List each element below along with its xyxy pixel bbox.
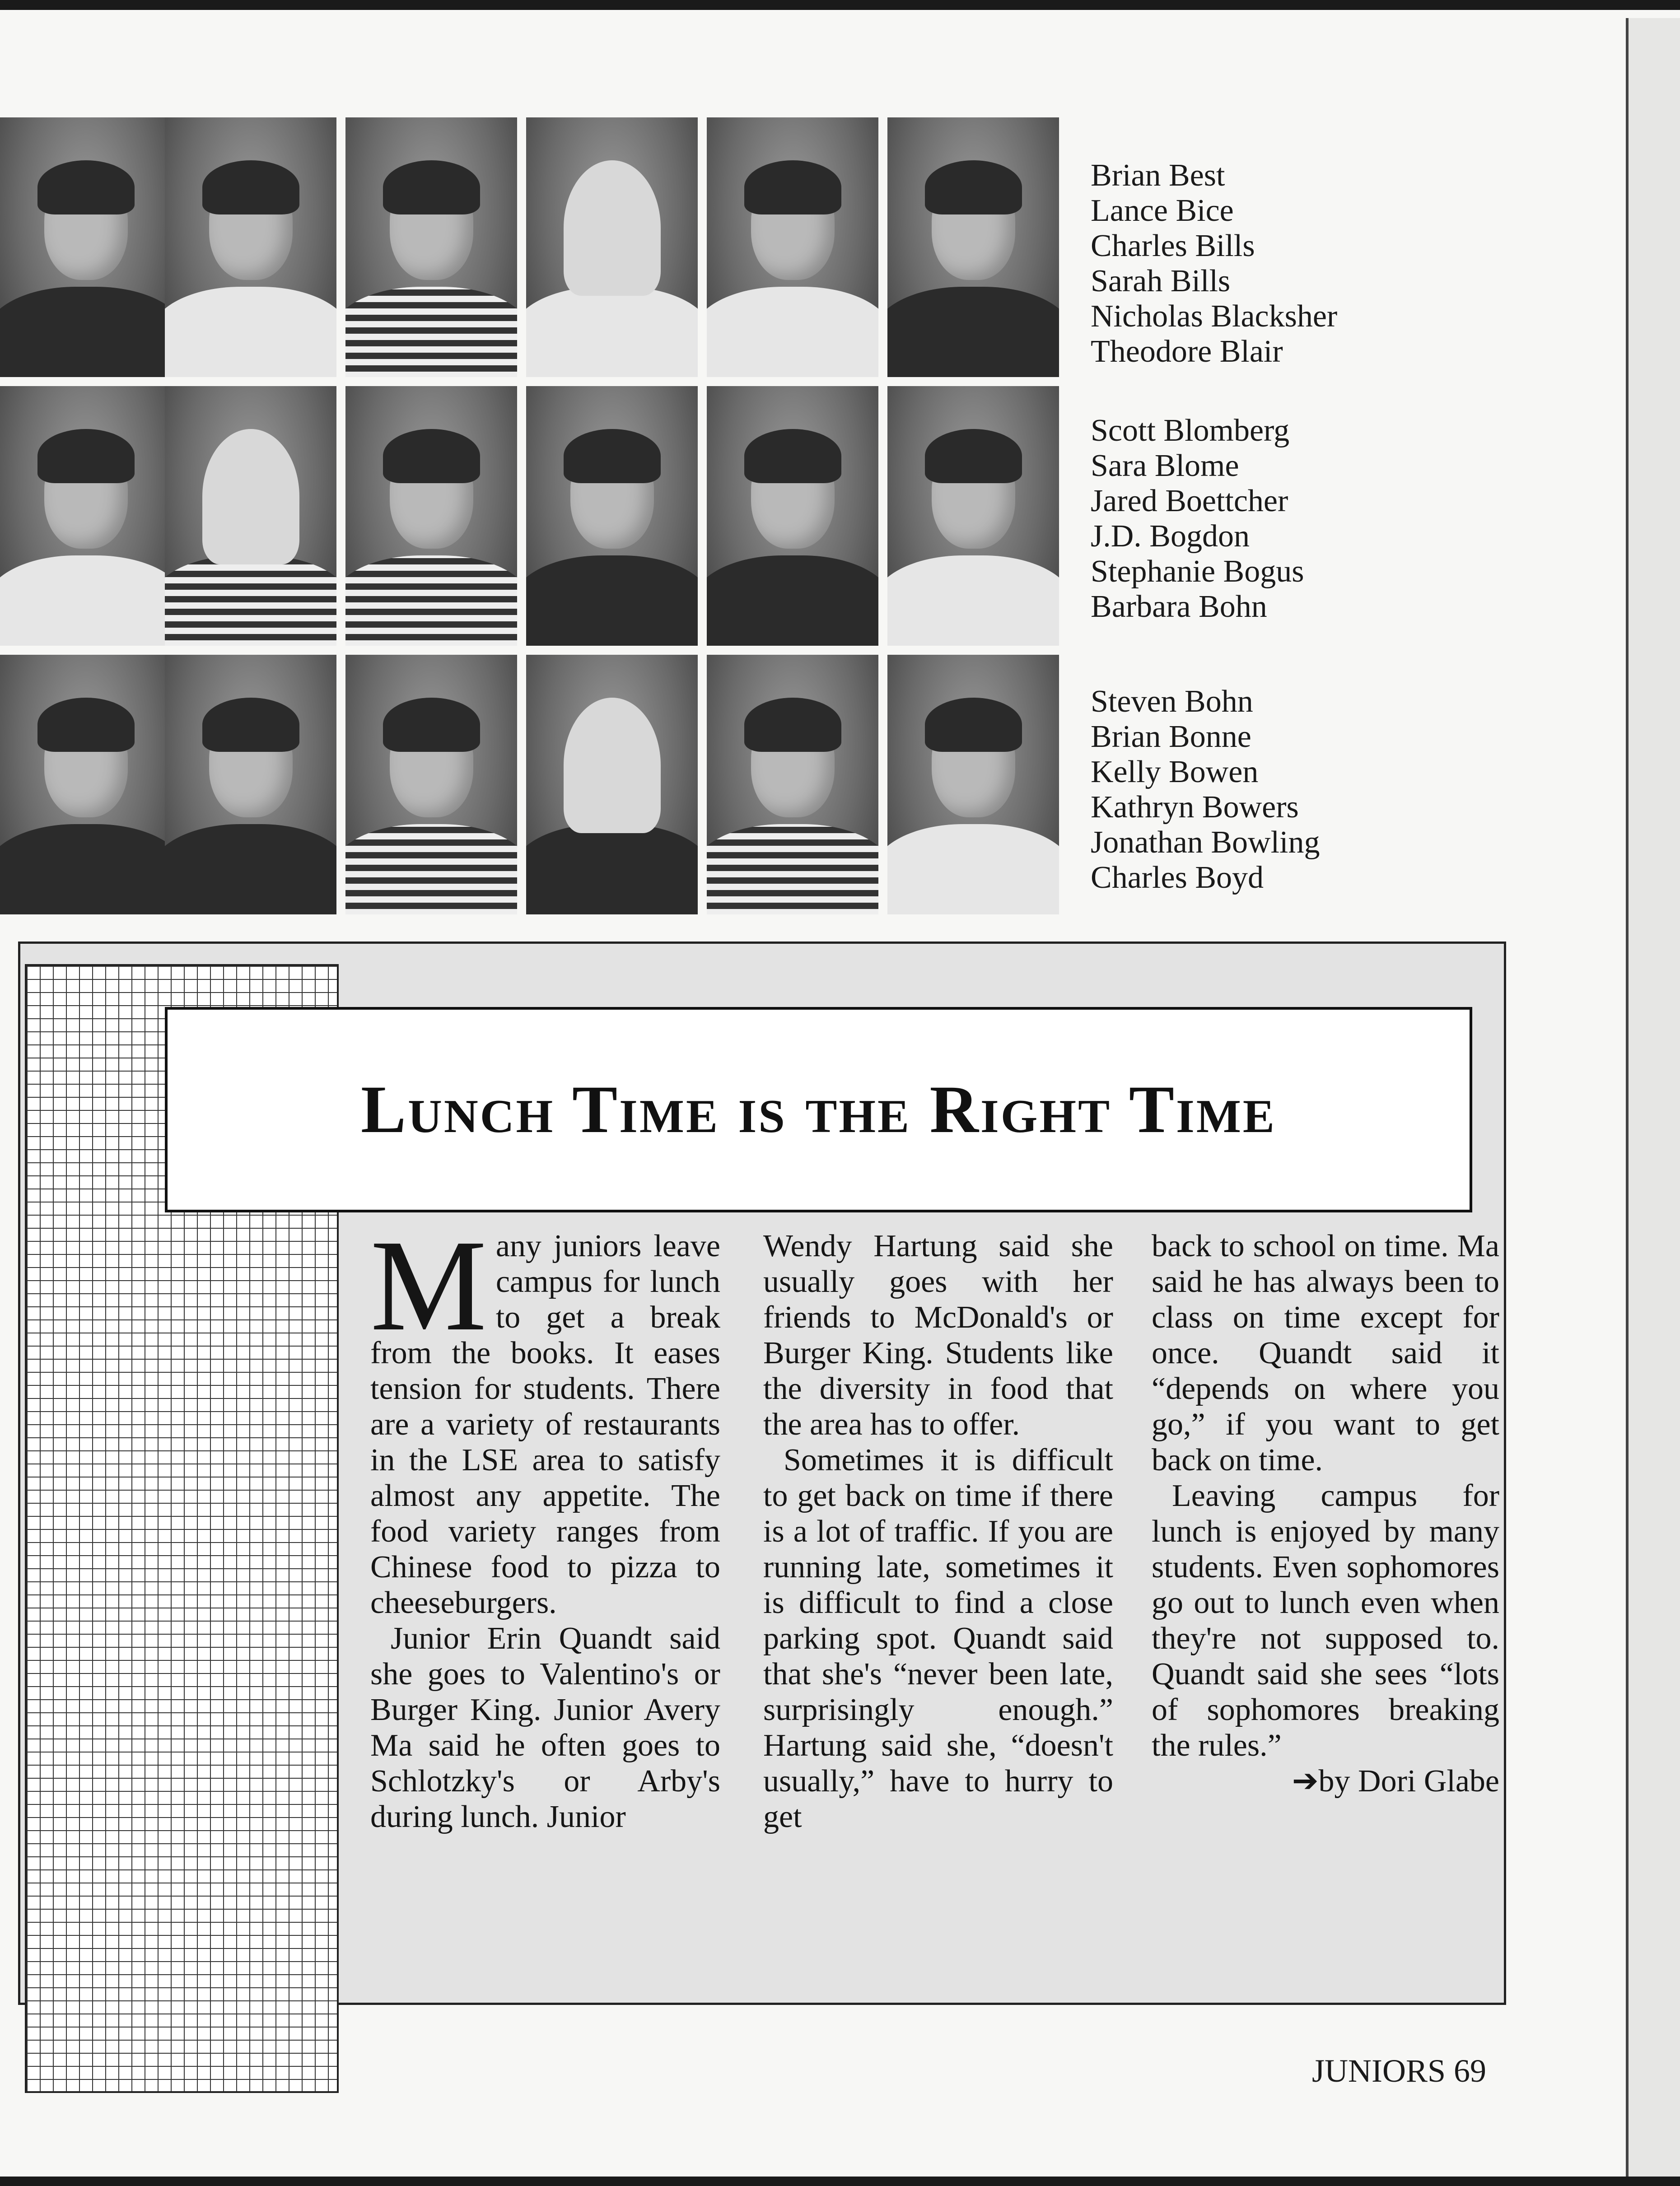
name-list-row-2 — [1091, 413, 1304, 625]
student-name: Barbara Bohn — [1091, 589, 1267, 624]
student-name: Brian Best — [1091, 158, 1225, 193]
page-edge-right — [1626, 18, 1680, 2186]
student-name: Steven Bohn — [1091, 684, 1253, 719]
portrait-grid — [0, 117, 1066, 919]
student-name: Jared Boettcher — [1091, 484, 1288, 518]
portrait-photo — [526, 117, 698, 377]
student-name: Stephanie Bogus — [1091, 554, 1304, 589]
article-paragraph: any juniors leave campus for lunch to get a break from the books. It eases tension for students. There are a variety of restaurants in the LSE area to satisfy almost any appetite. The food variety ranges from Chinese food to pizza to cheeseburgers. — [370, 1229, 720, 1620]
name-list-row-3 — [1091, 684, 1320, 895]
portrait-photo — [887, 386, 1059, 646]
portrait-photo — [0, 386, 172, 646]
portrait-photo — [0, 655, 172, 914]
student-name: Brian Bonne — [1091, 719, 1251, 754]
page-folio: JUNIORS 69 — [1312, 2053, 1487, 2089]
title-box — [165, 1007, 1472, 1212]
student-name: Charles Bills — [1091, 228, 1255, 263]
page-edge-top — [0, 0, 1680, 10]
portrait-photo — [526, 386, 698, 646]
portrait-photo — [345, 386, 517, 646]
student-name: Sara Blome — [1091, 448, 1239, 483]
article-paragraph: Sometimes it is difficult to get back on time if there is a lot of traffic. If you are running late, sometimes it is difficult to find a close parking spot. Quandt said that she's “never been late, surprisingly enough.” Hartung said she, “doesn't usually,” have to hurry to get — [763, 1443, 1113, 1834]
student-name: Theodore Blair — [1091, 334, 1283, 369]
student-name: Charles Boyd — [1091, 860, 1264, 895]
portrait-photo — [165, 117, 336, 377]
page-edge-bottom — [0, 2177, 1680, 2186]
portrait-photo — [707, 117, 878, 377]
portrait-photo — [0, 117, 172, 377]
student-name: Jonathan Bowling — [1091, 825, 1320, 860]
portrait-photo — [887, 117, 1059, 377]
portrait-photo — [165, 386, 336, 646]
portrait-photo — [526, 655, 698, 914]
portrait-photo — [707, 655, 878, 914]
student-name: Scott Blomberg — [1091, 413, 1290, 448]
article-paragraph: back to school on time. Ma said he has always been to class on time except for once. Quandt said it “depends on where you go,” if you want to get back on time. — [1152, 1229, 1499, 1478]
portrait-photo — [887, 655, 1059, 914]
student-name: Nicholas Blacksher — [1091, 299, 1338, 334]
article-paragraph: Wendy Hartung said she usually goes with her friends to McDonald's or Burger King. Students like the diversity in food that the area has to offer. — [763, 1229, 1113, 1442]
student-name: J.D. Bogdon — [1091, 519, 1250, 554]
portrait-photo — [707, 386, 878, 646]
drop-cap: M — [370, 1213, 487, 1358]
article-paragraph: Leaving campus for lunch is enjoyed by many students. Even sophomores go out to lunch even when they're not supposed to. Quandt said she sees “lots of sophomores breaking the rules.” — [1152, 1478, 1499, 1763]
portrait-photo — [165, 655, 336, 914]
article-column-1 — [370, 1213, 720, 1951]
student-name: Lance Bice — [1091, 193, 1234, 228]
article-paragraph: Junior Erin Quandt said she goes to Valentino's or Burger King. Junior Avery Ma said he often goes to Schlotzky's or Arby's during lunch. Junior — [370, 1621, 720, 1834]
name-list-row-1 — [1091, 158, 1337, 369]
student-name: Kathryn Bowers — [1091, 790, 1299, 825]
student-name: Sarah Bills — [1091, 264, 1231, 298]
article-column-2 — [763, 1228, 1113, 1951]
feature-title: Lunch Time is the Right Time — [361, 1072, 1276, 1147]
portrait-photo — [345, 117, 517, 377]
article-column-3 — [1152, 1228, 1499, 1951]
student-name: Kelly Bowen — [1091, 755, 1259, 789]
byline: ➔by Dori Glabe — [1292, 1764, 1499, 1799]
portrait-photo — [345, 655, 517, 914]
